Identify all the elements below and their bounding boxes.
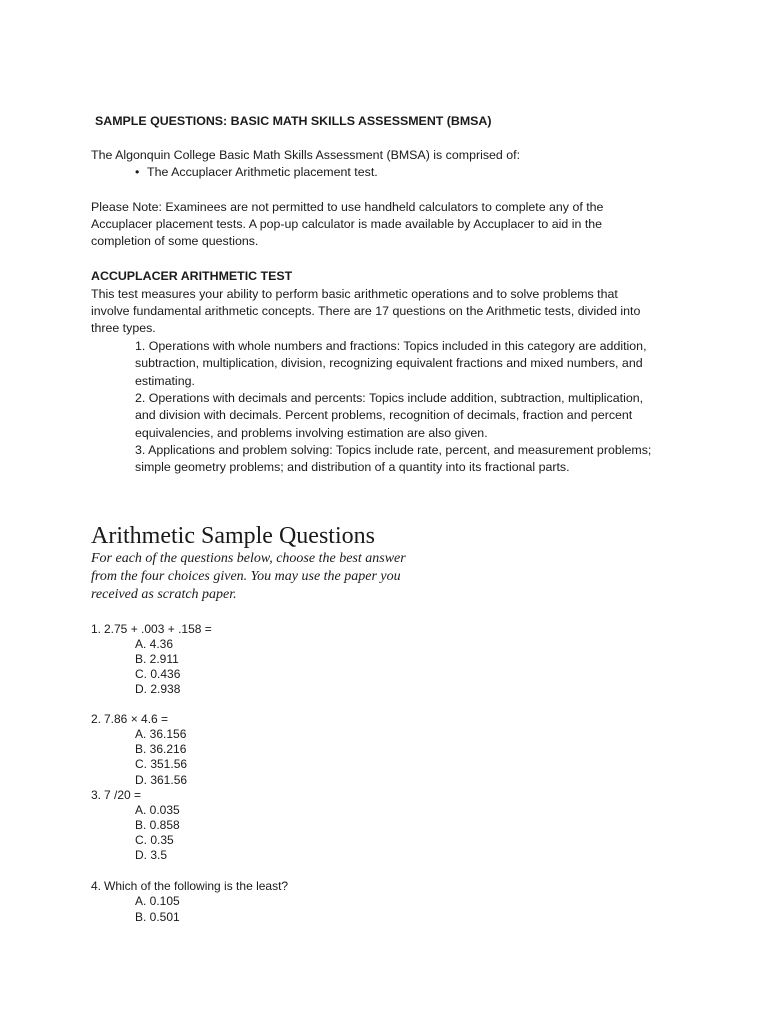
sample-intro-line: from the four choices given. You may use the paper you <box>91 569 401 584</box>
answer-option: B. 0.858 <box>135 818 180 832</box>
type-line: simple geometry problems; and distribution of a quantity into its fractional parts. <box>135 460 570 474</box>
answer-option: B. 0.501 <box>135 910 180 924</box>
question-number: 3. <box>91 788 102 802</box>
section-line: This test measures your ability to perform basic arithmetic operations and to solve problems that <box>91 287 618 301</box>
type-line: estimating. <box>135 374 195 388</box>
section-line: three types. <box>91 321 156 335</box>
answer-option: C. 0.35 <box>135 833 174 847</box>
question-text: 7 /20 = <box>104 788 142 802</box>
question-text: 7.86 × 4.6 = <box>104 712 169 726</box>
document-title: SAMPLE QUESTIONS: BASIC MATH SKILLS ASSESSMENT (BMSA) <box>95 114 492 128</box>
note-line: completion of some questions. <box>91 234 259 248</box>
answer-option: C. 351.56 <box>135 757 188 771</box>
answer-option: A. 4.36 <box>135 637 174 651</box>
note-line: Accuplacer placement tests. A pop-up calculator is made available by Accuplacer to aid in the <box>91 217 603 231</box>
answer-option: B. 2.911 <box>135 652 179 666</box>
answer-option: D. 361.56 <box>135 773 188 787</box>
question-text: 2.75 + .003 + .158 = <box>104 622 212 636</box>
note-line: Please Note: Examinees are not permitted to use handheld calculators to complete any of the <box>91 200 604 214</box>
question-number: 1. <box>91 622 102 636</box>
question-number: 2. <box>91 712 102 726</box>
bullet-marker: • <box>135 165 140 179</box>
type-line: equivalencies, and problems involving estimation are also given. <box>135 426 488 440</box>
type-line: 3. Applications and problem solving: Topics include rate, percent, and measurement problems; <box>135 443 652 457</box>
answer-option: A. 36.156 <box>135 727 187 741</box>
question-text: Which of the following is the least? <box>104 879 289 893</box>
answer-option: C. 0.436 <box>135 667 181 681</box>
intro-line: The Algonquin College Basic Math Skills Assessment (BMSA) is comprised of: <box>91 148 521 162</box>
sample-heading: Arithmetic Sample Questions <box>91 523 375 549</box>
type-line: subtraction, multiplication, division, recognizing equivalent fractions and mixed numbers, and <box>135 356 643 370</box>
type-line: and division with decimals. Percent problems, recognition of decimals, fraction and percent <box>135 408 633 422</box>
section-line: involve fundamental arithmetic concepts. There are 17 questions on the Arithmetic tests, divided into <box>91 304 641 318</box>
answer-option: A. 0.105 <box>135 894 180 908</box>
answer-option: B. 36.216 <box>135 742 187 756</box>
type-line: 1. Operations with whole numbers and fractions: Topics included in this category are addition, <box>135 339 647 353</box>
sample-intro-line: For each of the questions below, choose the best answer <box>91 551 406 566</box>
answer-option: D. 2.938 <box>135 682 181 696</box>
sample-intro-line: received as scratch paper. <box>91 587 237 602</box>
answer-option: D. 3.5 <box>135 848 168 862</box>
type-line: 2. Operations with decimals and percents: Topics include addition, subtraction, multiplication, <box>135 391 644 405</box>
bullet-item: The Accuplacer Arithmetic placement test. <box>147 165 378 179</box>
section-title: ACCUPLACER ARITHMETIC TEST <box>91 269 293 283</box>
question-number: 4. <box>91 879 102 893</box>
answer-option: A. 0.035 <box>135 803 180 817</box>
